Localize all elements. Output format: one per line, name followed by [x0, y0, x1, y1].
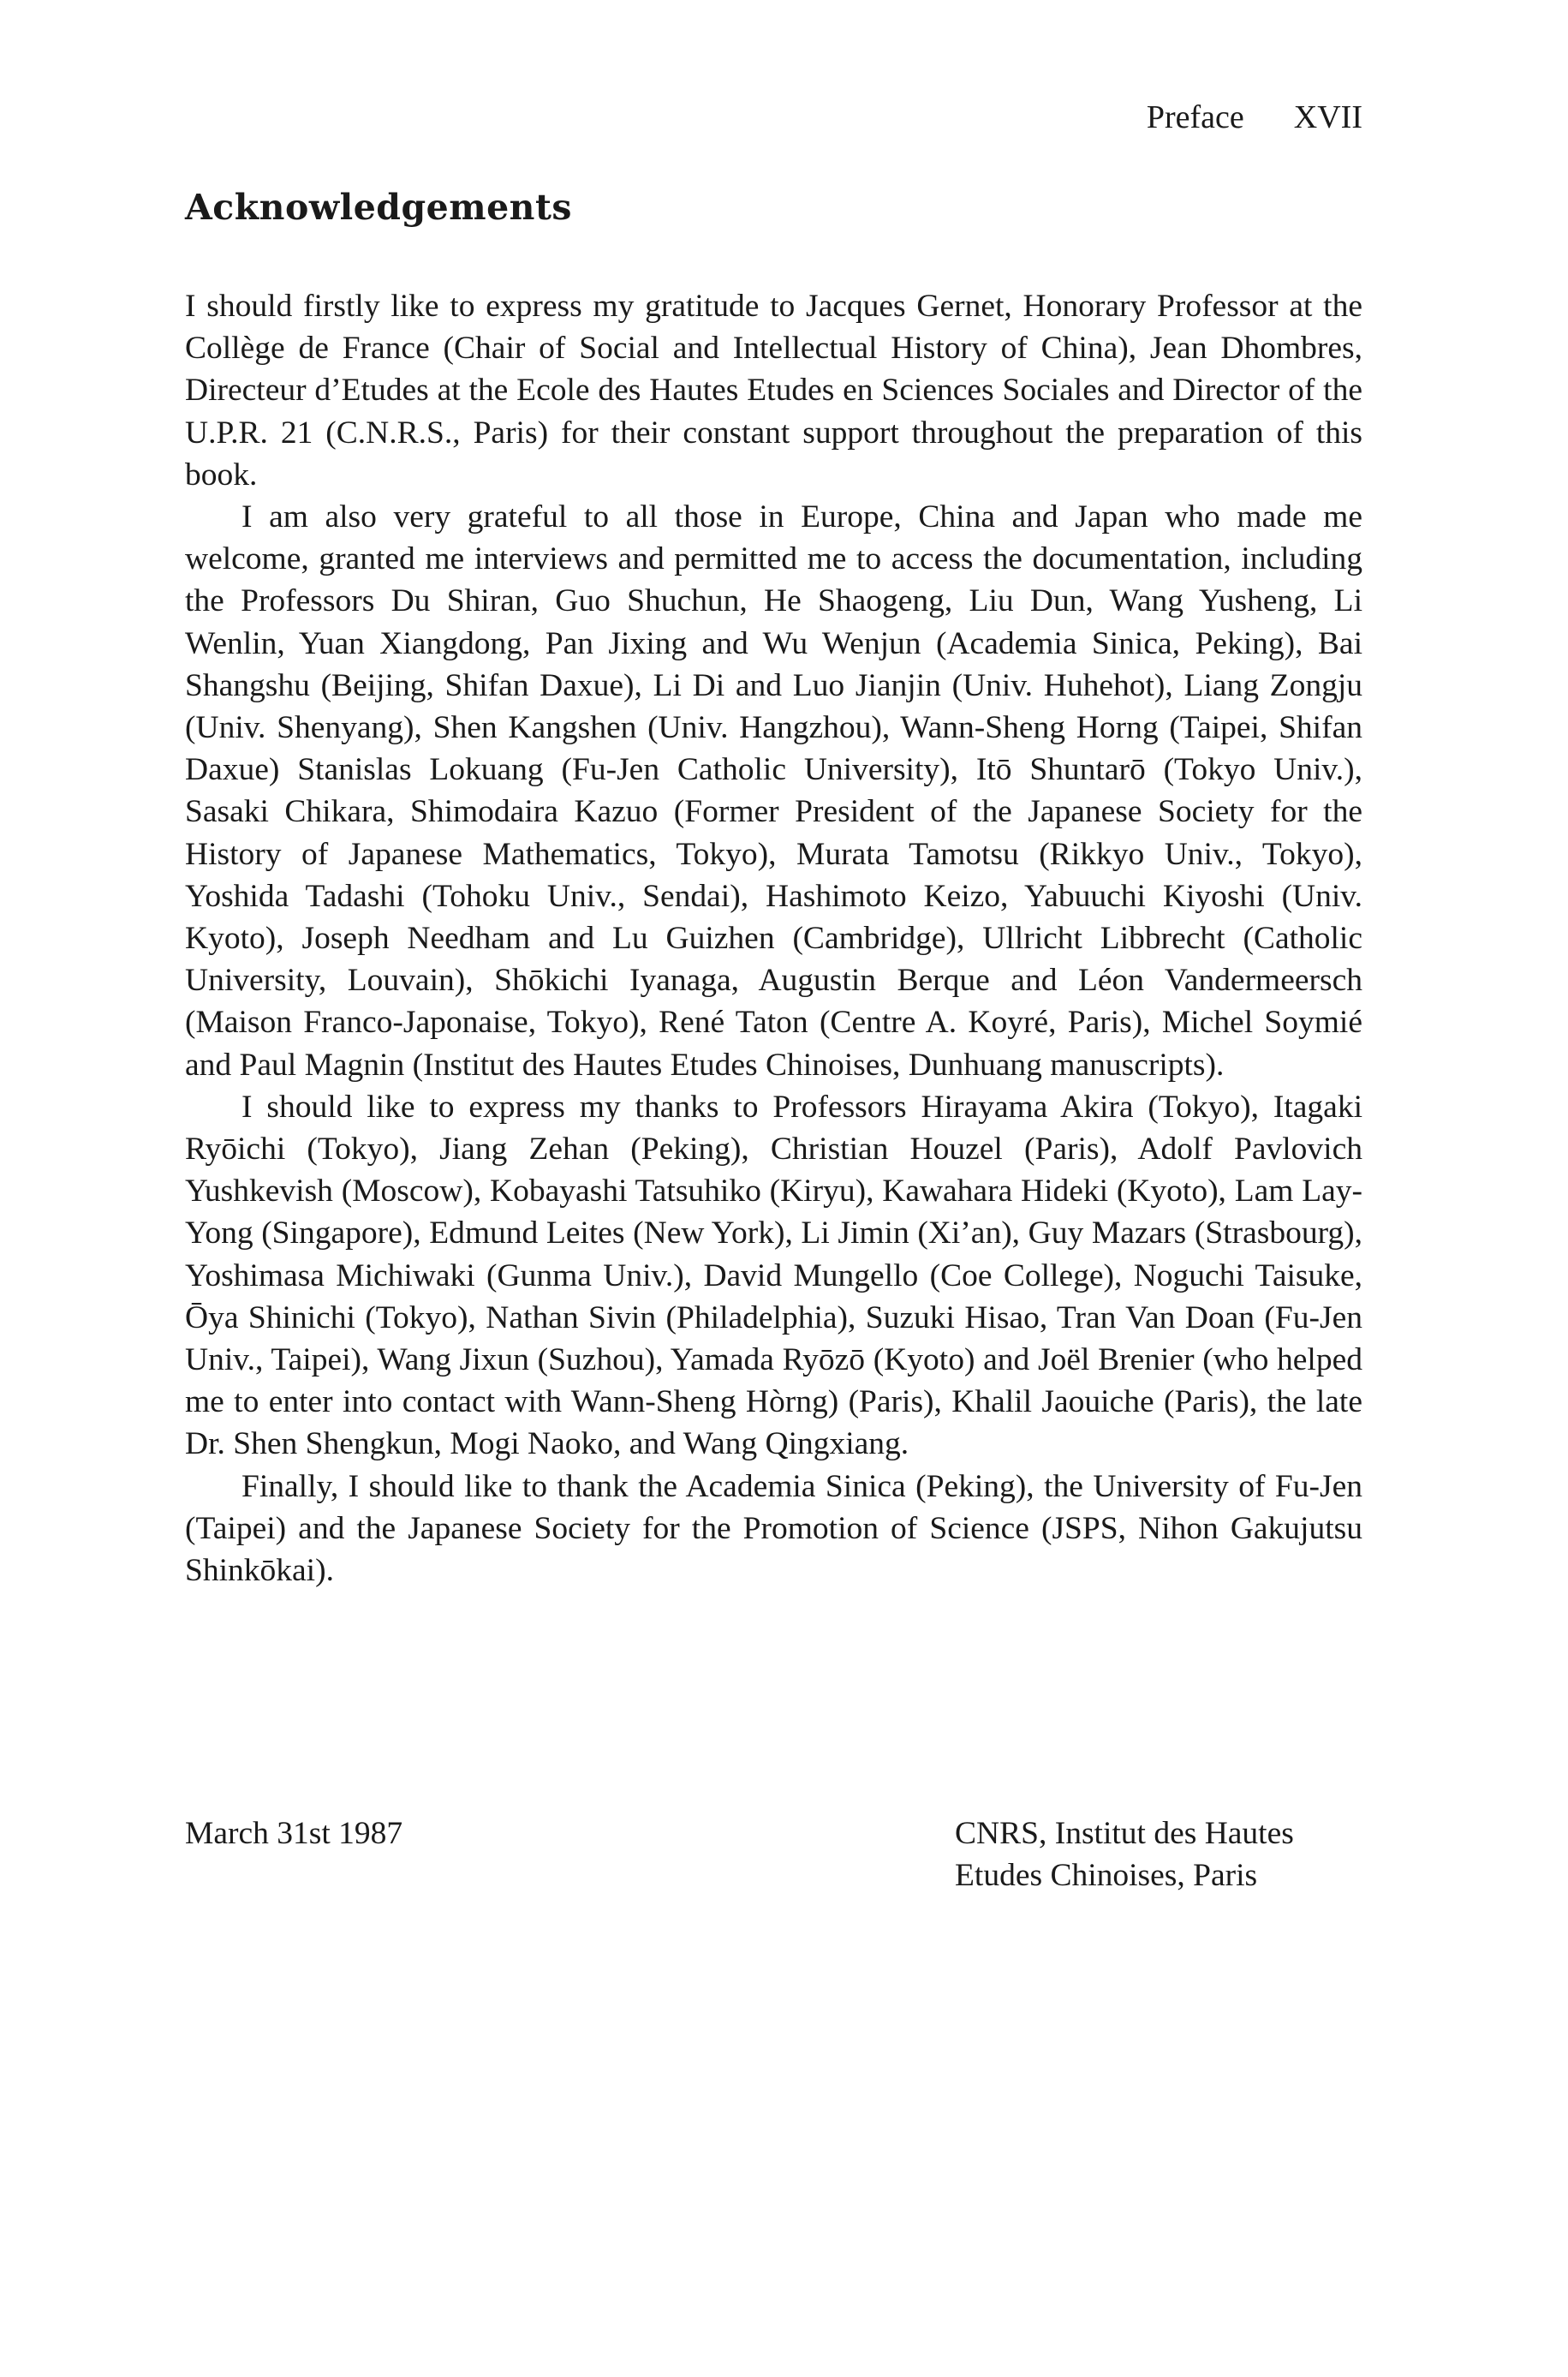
running-head [1147, 101, 1362, 134]
affiliation-line-1: CNRS, Institut des Hautes [955, 1816, 1294, 1851]
body-text [185, 285, 1362, 1592]
paragraph-hosts: I am also very grateful to all those in Europe, China and Japan who made me welcome, granted me interviews and permitted me to access the documentation, including the Professors Du Shiran, Guo Shuchun, He Shaogeng, Liu Dun, Wang Yusheng, Li Wenlin, Yuan Xiangdong, Pan Jixing and Wu Wenjun (Academia Sinica, Peking), Bai Shangshu (Beijing, Shifan Daxue), Li Di and Luo Jianjin (Univ. Huhehot), Liang Zongju (Univ. Shenyang), Shen Kangshen (Univ. Hangzhou), Wann-Sheng Horng (Taipei, Shifan Daxue) Stanislas Lokuang (Fu-Jen Catholic University), Itō Shuntarō (Tokyo Univ.), Sasaki Chikara, Shimodaira Kazuo (Former President of the Japanese Society for the History of Japanese Mathematics, Tokyo), Murata Tamotsu (Rikkyo Univ., Tokyo), Yoshida Tadashi (Tohoku Univ., Sendai), Hashimoto Keizo, Yabuuchi Kiyoshi (Univ. Kyoto), Joseph Needham and Lu Guizhen (Cambridge), Ullricht Libbrecht (Catholic University, Louvain), Shōkichi Iyanaga, Augustin Berque and Léon Vandermeersch (Maison Franco-Japonaise, Tokyo), René Taton (Centre A. Koyré, Paris), Michel Soymié and Paul Magnin (Institut des Hautes Etudes Chinoises, Dunhuang manuscripts). [185, 499, 1362, 1083]
running-head-title: Preface [1146, 99, 1244, 135]
signoff-date: March 31st 1987 [185, 1816, 403, 1851]
page-number: XVII [1293, 99, 1362, 135]
paragraph-institutions: Finally, I should like to thank the Academia Sinica (Peking), the University of Fu-Jen (Taipei) and the Japanese Society for the Promotion of Science (JSPS, Nihon Gakujutsu Shinkōkai). [185, 1468, 1362, 1589]
affiliation-line-2: Etudes Chinoises, Paris [955, 1858, 1258, 1894]
signoff-affiliation [955, 1813, 1294, 1896]
paragraph-gratitude: I should firstly like to express my gratitude to Jacques Gernet, Honorary Professor at the Collège de France (Chair of Social and Intellectual History of China), Jean Dhombres, Directeur d’Etudes at the Ecole des Hautes Etudes en Sciences Sociales and Director of the U.P.R. 21 (C.N.R.S., Paris) for their constant support throughout the preparation of this book. [185, 289, 1362, 493]
section-heading: Acknowledgements [185, 187, 573, 228]
paragraph-thanks: I should like to express my thanks to Professors Hirayama Akira (Tokyo), Itagaki Ryōichi (Tokyo), Jiang Zehan (Peking), Christian Houzel (Paris), Adolf Pavlovich Yushkevish (Moscow), Kobayashi Tatsuhiko (Kiryu), Kawahara Hideki (Kyoto), Lam Lay-Yong (Singapore), Edmund Leites (New York), Li Jimin (Xi’an), Guy Mazars (Strasbourg), Yoshimasa Michiwaki (Gunma Univ.), David Mungello (Coe College), Noguchi Taisuke, Ōya Shinichi (Tokyo), Nathan Sivin (Philadelphia), Suzuki Hisao, Tran Van Doan (Fu-Jen Univ., Taipei), Wang Jixun (Suzhou), Yamada Ryōzō (Kyoto) and Joël Brenier (who helped me to enter into contact with Wann-Sheng Hòrng) (Paris), Khalil Jaouiche (Paris), the late Dr. Shen Shengkun, Mogi Naoko, and Wang Qingxiang. [185, 1089, 1362, 1462]
